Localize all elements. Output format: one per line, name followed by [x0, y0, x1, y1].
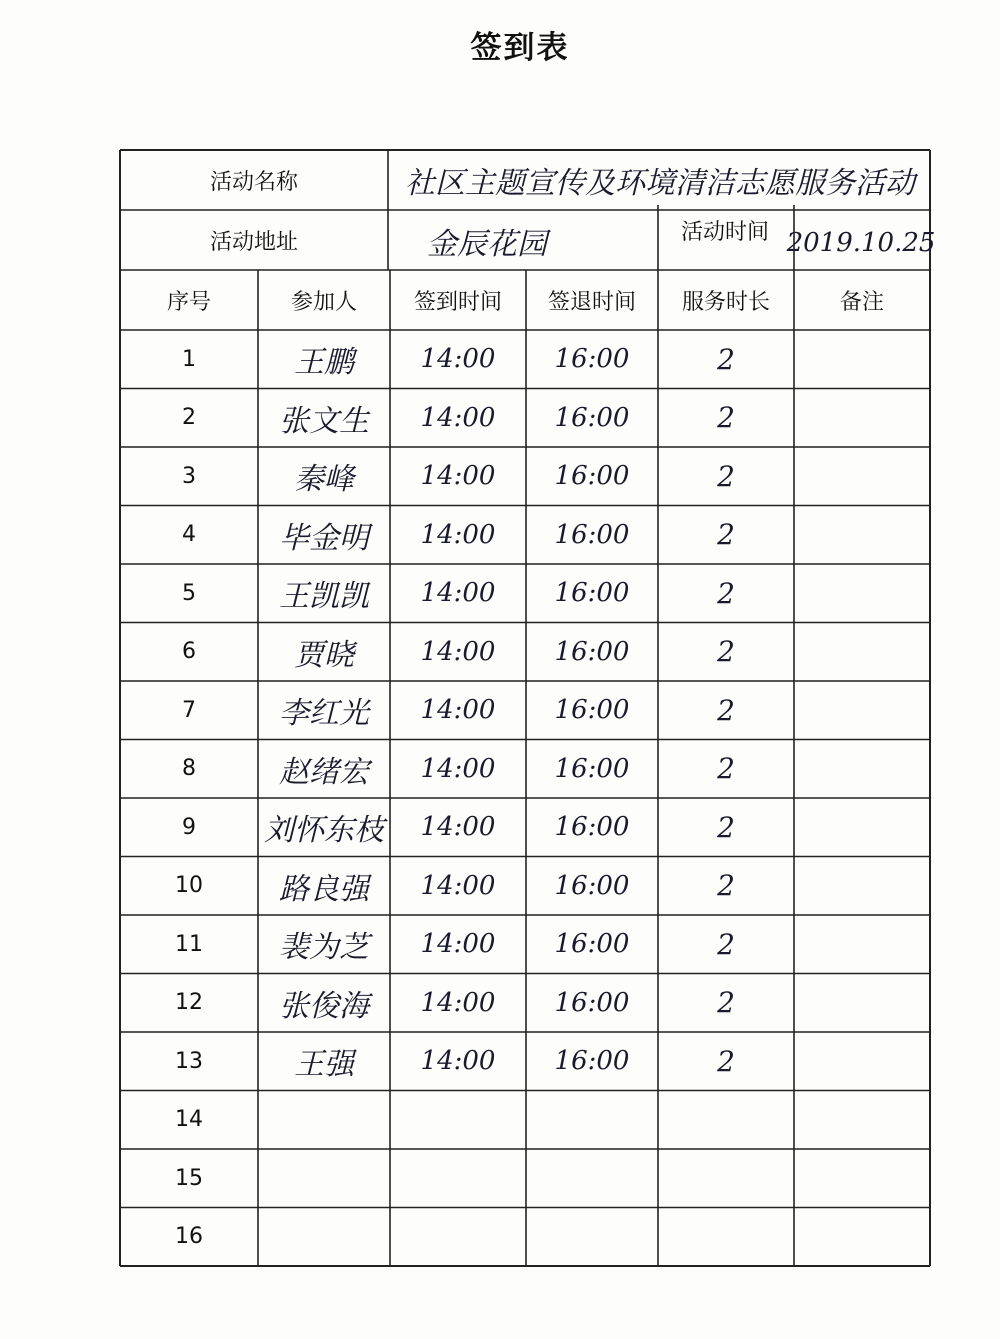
remark: [794, 1091, 930, 1150]
activity-address-value: 金辰花园: [427, 227, 547, 262]
remark: [794, 857, 930, 916]
column-header: 备注: [839, 289, 884, 315]
service-hours: 2: [717, 986, 735, 1020]
sign-out-time: 16:00: [554, 695, 630, 726]
sign-out-time: 16:00: [554, 461, 630, 492]
sign-out-time: 16:00: [554, 812, 630, 843]
participant-signature: 路良强: [279, 871, 369, 907]
service-hours: 2: [717, 401, 735, 435]
row-number: 4: [182, 522, 196, 548]
remark: [794, 389, 930, 448]
column-header: 序号: [166, 289, 211, 315]
sign-out-time: 16:00: [554, 402, 630, 433]
service-hours: 2: [717, 810, 735, 844]
sign-in-time: 14:00: [420, 1046, 496, 1077]
sign-out-time: 16:00: [554, 1046, 630, 1077]
row-number: 9: [182, 814, 196, 840]
row-number: 5: [182, 580, 196, 606]
sign-out-time: 16:00: [554, 636, 630, 667]
sign-out-time: 16:00: [554, 344, 630, 375]
row-number: 8: [182, 756, 196, 782]
activity-address-label: 活动地址: [209, 229, 298, 255]
sign-out-time: 16:00: [554, 519, 630, 550]
page-title: 签到表: [470, 30, 570, 66]
participant-signature: 王强: [294, 1047, 354, 1083]
service-hours: 2: [717, 869, 735, 903]
activity-name-value: 社区主题宣传及环境清洁志愿服务活动: [405, 166, 915, 201]
row-number: 3: [182, 463, 196, 489]
sign-in-time: 14:00: [420, 402, 496, 433]
sign-out-time: [526, 1208, 658, 1267]
sign-out-time: 16:00: [554, 753, 630, 784]
service-hours: 2: [717, 342, 735, 376]
sign-in-time: 14:00: [420, 461, 496, 492]
row-number: 11: [175, 931, 203, 957]
service-hours: 2: [717, 1044, 735, 1078]
service-hours: 2: [717, 635, 735, 669]
participant-signature: 秦峰: [294, 462, 354, 498]
sign-in-time: 14:00: [420, 753, 496, 784]
service-hours: 2: [717, 927, 735, 961]
activity-date-value: 2019.10.25: [786, 227, 936, 258]
sign-in-time: 14:00: [420, 695, 496, 726]
service-hours: 2: [717, 518, 735, 552]
participant-signature: 裴为芝: [279, 930, 369, 966]
service-hours: 2: [717, 693, 735, 727]
participant-signature: 张文生: [279, 403, 369, 439]
sign-in-time: 14:00: [420, 636, 496, 667]
service-hours: [658, 1208, 794, 1267]
sign-in-time: 14:00: [420, 929, 496, 960]
remark: [794, 506, 930, 565]
sign-out-time: 16:00: [554, 987, 630, 1018]
remark: [794, 564, 930, 623]
remark: [794, 623, 930, 682]
participant-signature: 李红光: [279, 696, 369, 732]
column-header: 服务时长: [681, 289, 770, 315]
remark: [794, 447, 930, 506]
remark: [794, 681, 930, 740]
sign-in-time: 14:00: [420, 812, 496, 843]
sign-in-time: 14:00: [420, 578, 496, 609]
sign-in-time: [390, 1208, 526, 1267]
sign-in-time: [390, 1091, 526, 1150]
participant-signature: [258, 1149, 390, 1208]
sign-out-time: [526, 1091, 658, 1150]
participant-signature: 张俊海: [279, 988, 369, 1024]
sign-in-time: 14:00: [420, 519, 496, 550]
row-number: 2: [182, 405, 196, 431]
sign-in-time: 14:00: [420, 987, 496, 1018]
sign-out-time: [526, 1149, 658, 1208]
sign-in-time: 14:00: [420, 344, 496, 375]
participant-signature: 毕金明: [279, 520, 369, 556]
service-hours: 2: [717, 576, 735, 610]
column-header: 签退时间: [547, 289, 636, 315]
remark: [794, 1208, 930, 1267]
service-hours: [658, 1149, 794, 1208]
row-number: 14: [175, 1107, 203, 1133]
remark: [794, 798, 930, 857]
activity-name-label: 活动名称: [209, 169, 298, 195]
row-number: 6: [182, 639, 196, 665]
participant-signature: 赵绪宏: [279, 754, 369, 790]
row-number: 13: [175, 1048, 203, 1074]
column-header: 签到时间: [413, 289, 502, 315]
sign-in-time: 14:00: [420, 870, 496, 901]
remark: [794, 1032, 930, 1091]
column-header: 参加人: [290, 289, 357, 315]
service-hours: 2: [717, 752, 735, 786]
sign-out-time: 16:00: [554, 929, 630, 960]
row-number: 10: [175, 873, 203, 899]
participant-signature: [258, 1091, 390, 1150]
row-number: 7: [182, 697, 196, 723]
participant-signature: 王鹏: [294, 345, 354, 381]
row-number: 12: [175, 990, 203, 1016]
participant-signature: 贾晓: [294, 637, 354, 673]
remark: [794, 915, 930, 974]
participant-signature: 刘怀东枝: [264, 813, 384, 849]
row-number: 15: [175, 1165, 203, 1191]
service-hours: [658, 1091, 794, 1150]
service-hours: 2: [717, 459, 735, 493]
sign-out-time: 16:00: [554, 578, 630, 609]
participant-signature: 王凯凯: [279, 579, 369, 615]
activity-time-label: 活动时间: [680, 219, 769, 245]
remark: [794, 974, 930, 1033]
remark: [794, 740, 930, 799]
row-number: 16: [175, 1224, 203, 1250]
row-number: 1: [182, 346, 196, 372]
remark: [794, 330, 930, 389]
sign-out-time: 16:00: [554, 870, 630, 901]
sign-in-time: [390, 1149, 526, 1208]
participant-signature: [258, 1208, 390, 1267]
remark: [794, 1149, 930, 1208]
